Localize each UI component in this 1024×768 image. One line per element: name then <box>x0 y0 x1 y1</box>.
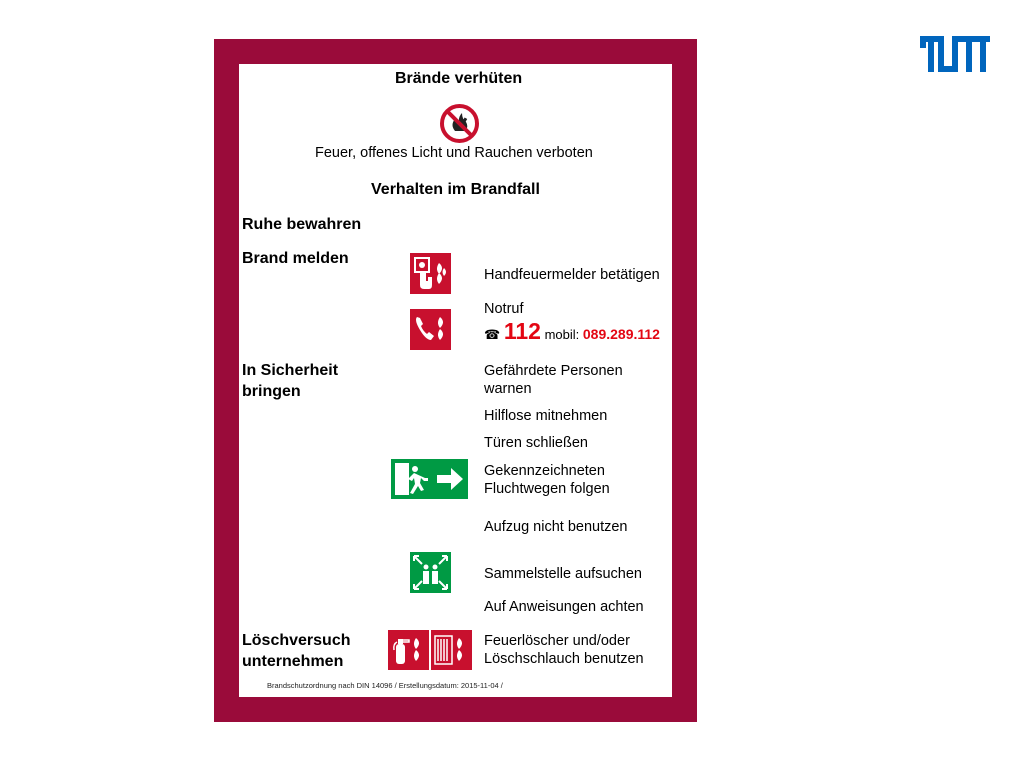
emergency-number: 112 <box>503 318 541 344</box>
item-notruf: Notruf <box>484 301 524 317</box>
poster-subtitle: Verhalten im Brandfall <box>371 181 540 198</box>
item-escape-line1: Gekennzeichneten <box>484 463 605 479</box>
fire-extinguisher-sign-icon <box>388 630 429 675</box>
section-extinguish-line2: unternehmen <box>242 653 344 670</box>
poster-footer: Brandschutzordnung nach DIN 14096 / Erstellungsdatum: 2015-11-04 / <box>267 681 503 690</box>
fire-alarm-sign-icon <box>410 253 451 299</box>
poster-sheet <box>239 64 672 697</box>
prohibition-text: Feuer, offenes Licht und Rauchen verboten <box>315 145 593 161</box>
fire-safety-poster <box>214 39 697 722</box>
item-help: Hilflose mitnehmen <box>484 408 608 424</box>
section-calm: Ruhe bewahren <box>242 216 362 233</box>
item-assembly: Sammelstelle aufsuchen <box>484 566 642 582</box>
section-report: Brand melden <box>242 250 349 267</box>
assembly-point-sign-icon <box>410 552 451 598</box>
telephone-icon: ☎ <box>484 327 501 342</box>
item-warn-line1: Gefährdete Personen <box>484 363 623 379</box>
poster-title: Brände verhüten <box>395 70 523 87</box>
section-extinguish-line1: Löschversuch <box>242 632 351 649</box>
item-alarm: Handfeuermelder betätigen <box>484 267 660 283</box>
item-doors: Türen schließen <box>484 435 588 451</box>
escape-route-sign-icon <box>391 459 468 504</box>
item-instructions: Auf Anweisungen achten <box>484 599 644 615</box>
item-extinguisher-line1: Feuerlöscher und/oder <box>484 633 630 649</box>
item-extinguisher-line2: Löschschlauch benutzen <box>484 651 644 667</box>
mobile-label: mobil: <box>544 327 580 342</box>
no-fire-sign-icon <box>439 103 480 149</box>
fire-hose-sign-icon <box>431 630 472 675</box>
emergency-phone-sign-icon <box>410 309 451 355</box>
item-elevator: Aufzug nicht benutzen <box>484 519 628 535</box>
section-safety-line1: In Sicherheit <box>242 362 339 379</box>
section-safety-line2: bringen <box>242 383 301 400</box>
mobile-number: 089.289.112 <box>582 326 660 342</box>
emergency-number-line <box>484 318 660 345</box>
tum-logo <box>920 36 990 77</box>
item-escape-line2: Fluchtwegen folgen <box>484 481 610 497</box>
tum-logo-graphic <box>920 36 990 72</box>
item-warn-line2: warnen <box>484 381 532 397</box>
